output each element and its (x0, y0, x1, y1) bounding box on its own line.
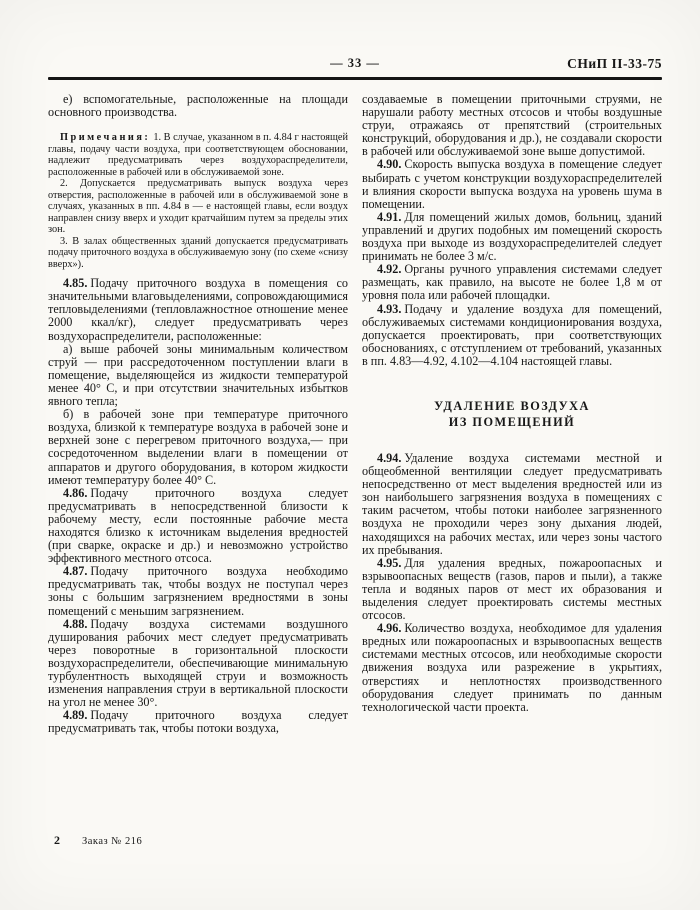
paragraph-text: Подачу приточного воздуха следует предусматривать так, чтобы потоки воздуха, (48, 708, 348, 736)
note-item-1 (48, 132, 348, 178)
paragraph-text: б) в рабочей зоне при температуре приточного воздуха, близкой к температуре воздуха в рабочей зоне и верхней зоне с перегревом приточного воздуха,— при сосредоточенном выделении влаги в помещении от аппаратов и другого оборудования, в котором жидкости имеют температуру более 40° С. (48, 407, 348, 487)
footer-order-number: Заказ № 216 (82, 836, 143, 847)
notes-block (48, 132, 348, 270)
right-column (362, 93, 662, 735)
footer-signature-number: 2 (54, 833, 60, 847)
paragraph-4-92 (362, 263, 662, 302)
paragraph-4-85 (48, 277, 348, 342)
paragraph-item-a (48, 343, 348, 408)
paragraph-text: Подачу приточного воздуха следует предусматривать в непосредственной близости к рабочему месту, если постоянные рабочие места находятся близко к источникам выделения вредностей (при сварке, окраске и др.) и невозможно устройство эффективного местного отсоса. (48, 485, 348, 566)
page-header (48, 56, 662, 76)
paragraph-4-95 (362, 557, 662, 622)
paragraph-4-93 (362, 303, 662, 368)
text-columns (48, 93, 662, 735)
paragraph-4-90 (362, 158, 662, 210)
paragraph-text: Для помещений жилых домов, больниц, зданий управлений и других подобных им помещений скорость воздуха при выходе из воздухораспределителей следует принимать не более 3 м/с. (362, 209, 662, 264)
paragraph-number: 4.95. (377, 555, 402, 570)
paragraph-4-94 (362, 452, 662, 557)
document-code: СНиП II-33-75 (567, 56, 662, 71)
section-heading-line1: УДАЛЕНИЕ ВОЗДУХА (434, 398, 590, 413)
paragraph-number: 4.94. (377, 450, 402, 465)
paragraph-4-89 (48, 709, 348, 735)
page-number: — 33 — (330, 56, 380, 70)
paragraph-number: 4.90. (377, 157, 402, 172)
paragraph-text: Удаление воздуха системами местной и общеобменной вентиляции следует предусматривать непосредственно от мест выделения вредностей или из зон наибольшего загрязнения воздуха в помещениях с таким расчетом, чтобы потоки наиболее загрязненного воздуха не проходили через зону дыхания людей, находящихся на рабочих местах, или через зоны частого их пребывания. (362, 450, 662, 557)
paragraph-number: 4.93. (377, 301, 402, 316)
header-rule (48, 77, 662, 80)
paragraph-4-91 (362, 211, 662, 263)
note-text: 1. В случае, указанном в п. 4.84 г настоящей главы, подачу части воздуха, при соответствующем обосновании, надлежит предусматривать через воздухораспределители, расположенные в рабочей или в обслуживаемой зоне. (48, 132, 348, 178)
paragraph-4-88 (48, 618, 348, 710)
paragraph-text: Подачу воздуха системами воздушного душирования рабочих мест следует предусматривать через поворотные в горизонтальной плоскости воздухораспределители, обеспечивающие минимальную турбулентность выходящей струи и возможность изменения направления струи в вертикальной плоскости на угол не менее 30°. (48, 616, 348, 710)
paragraph-text: Скорость выпуска воздуха в помещение следует выбирать с учетом конструкции воздухораспределителей и влияния скорости выпуска воздуха на уровень шума в помещении. (362, 157, 662, 211)
page-footer (54, 833, 142, 848)
paragraph-4-87 (48, 565, 348, 617)
paragraph-4-96 (362, 622, 662, 714)
continuation-paragraph: создаваемые в помещении приточными струями, не нарушали работу местных отсосов и чтобы воздушные струи, отражаясь от препятствий (строительных конструкций, оборудования и др.), не создавали скорости в рабочей или обслуживаемой зоне выше допустимой. (362, 92, 662, 159)
note-item-3: 3. В залах общественных зданий допускается предусматривать подачу приточного воздуха в обслуживаемую зону (по схеме «снизу вверх»). (48, 235, 348, 270)
paragraph-text: Подачу приточного воздуха необходимо предусматривать так, чтобы воздух не поступал через зоны с большим загрязнением вредностями в зоны помещений с меньшим загрязнением. (48, 564, 348, 618)
page-content (48, 56, 662, 735)
notes-label: Примечания: (60, 132, 151, 144)
list-item-e: е) вспомогательные, расположенные на площади основного производства. (48, 92, 348, 120)
paragraph-number: 4.89. (63, 708, 88, 723)
paragraph-number: 4.96. (377, 621, 402, 636)
paragraph-number: 4.88. (63, 616, 88, 631)
paragraph-text: Подачу приточного воздуха в помещения со значительными влаговыделениями, сопровождающимися тепловыделениями (тепловлажностное отношение менее 2000 ккал/кг), следует предусматривать через воздухораспределители, расположенные: (48, 276, 348, 343)
section-heading (362, 398, 662, 430)
paragraph-number: 4.92. (377, 262, 402, 277)
note-item-2: 2. Допускается предусматривать выпуск воздуха через отверстия, расположенные в рабочей или в обслуживаемой зоне в случаях, указанных в пп. 4.84 в — е настоящей главы, если воздух направлен снизу вверх и уходит кратчайшим путем за пределы этих зон. (48, 178, 348, 236)
paragraph-text: Органы ручного управления системами следует размещать, как правило, на высоте не более 1,8 м от уровня пола или рабочей площадки. (362, 262, 662, 303)
section-heading-line2: ИЗ ПОМЕЩЕНИЙ (448, 414, 576, 429)
paragraph-number: 4.85. (63, 276, 88, 291)
paragraph-item-b (48, 408, 348, 487)
paragraph-number: 4.87. (63, 564, 88, 579)
paragraph-text: Количество воздуха, необходимое для удаления вредных или пожароопасных и взрывоопасных веществ системами местных отсосов, или необходимые скорости движения воздуха или разрежение в укрытиях, отверстиях и неплотностях производственного оборудования следует принимать по данным технологической части проекта. (362, 621, 662, 714)
paragraph-number: 4.86. (63, 485, 88, 500)
left-column (48, 93, 348, 735)
paragraph-text: Подачу и удаление воздуха для помещений, обслуживаемых системами кондиционирования воздуха, допускается проектировать, при соответствующих обоснованиях, с отступлением от требований, указанных в пп. 4.83—4.92, 4.102—4.104 настоящей главы. (362, 301, 662, 368)
paragraph-number: 4.91. (377, 209, 402, 224)
paragraph-text: Для удаления вредных, пожароопасных и взрывоопасных веществ (газов, паров и пыли), а также тепла и водяных паров от мест их образования и выделения следует проектировать системы местных отсосов. (362, 555, 662, 623)
paragraph-text: а) выше рабочей зоны минимальным количеством струй — при рассредоточенном поступлении влаги в помещение, выделяющейся из жидкости температурой менее 40° С, и при отсутствии значительных избытков явного тепла; (48, 341, 348, 409)
paragraph-4-86 (48, 487, 348, 566)
